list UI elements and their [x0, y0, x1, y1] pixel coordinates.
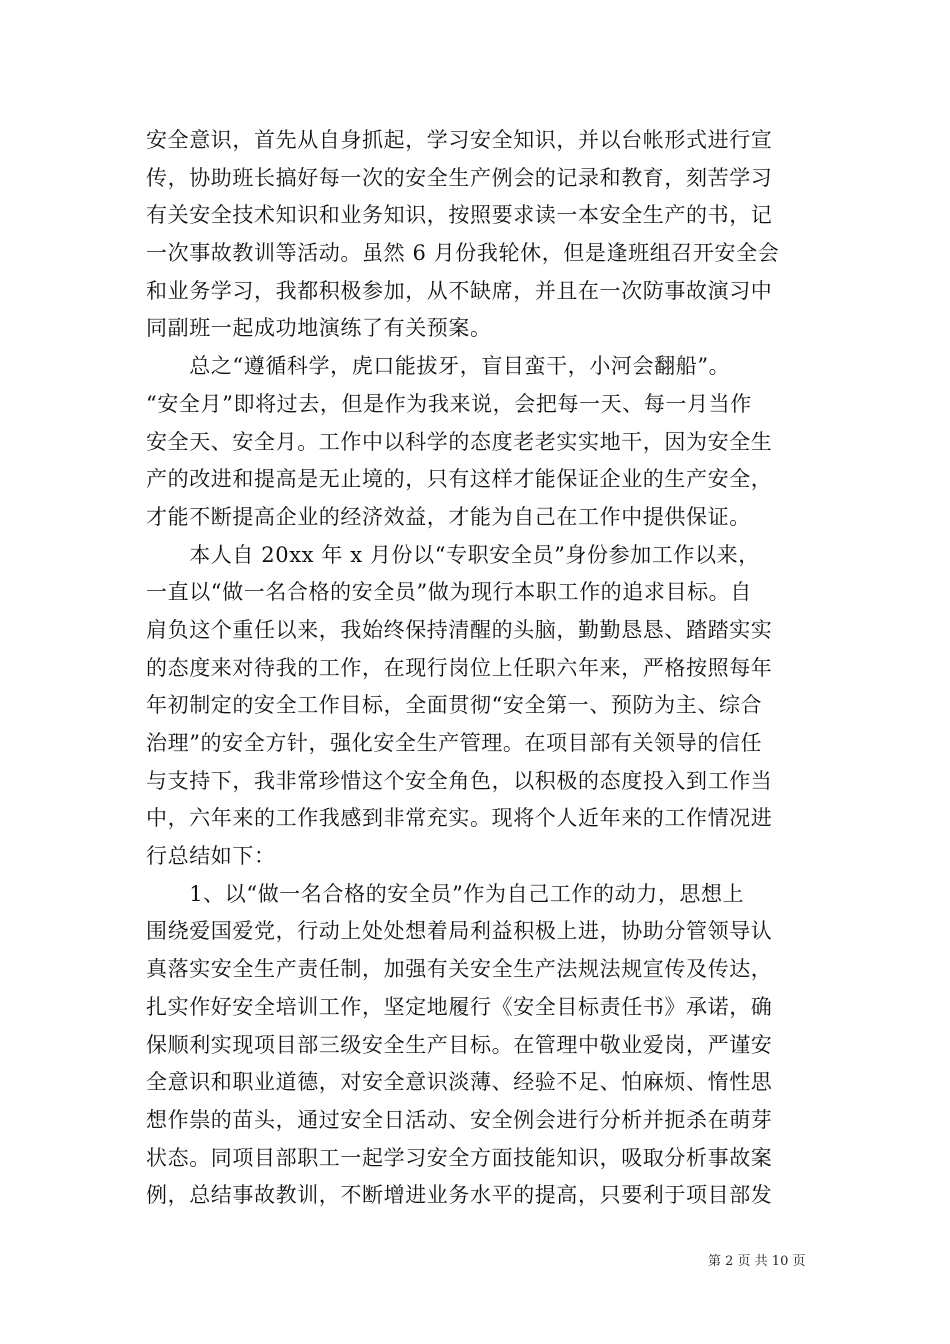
text-line: 一直以“做一名合格的安全员”做为现行本职工作的追求目标。自	[146, 580, 752, 605]
text-line: 想作祟的苗头，通过安全日活动、安全例会进行分析并扼杀在萌芽	[146, 1107, 773, 1132]
text-line: 的态度来对待我的工作，在现行岗位上任职六年来，严格按照每年	[146, 655, 773, 680]
text-line: 安全天、安全月。工作中以科学的态度老老实实地干，因为安全生	[146, 429, 773, 454]
text-line: 例，总结事故教训，不断增进业务水平的提高，只要利于项目部发	[146, 1183, 773, 1208]
text-line: 治理”的安全方针，强化安全生产管理。在项目部有关领导的信任	[146, 731, 763, 755]
text-line: 传，协助班长搞好每一次的安全生产例会的记录和教育，刻苦学习	[146, 165, 773, 190]
text-line: 与支持下，我非常珍惜这个安全角色，以积极的态度投入到工作当	[146, 768, 773, 793]
text-line: 同副班一起成功地演练了有关预案。	[146, 316, 492, 341]
text-line: 保顺利实现项目部三级安全生产目标。在管理中敬业爱岗，严谨安	[146, 1032, 773, 1057]
text-line: 全意识和职业道德，对安全意识淡薄、经验不足、怕麻烦、惰性思	[146, 1070, 773, 1095]
text-line: 才能不断提高企业的经济效益，才能为自己在工作中提供保证。	[146, 504, 751, 529]
text-line: 安全意识，首先从自身抓起，学习安全知识，并以台帐形式进行宣	[146, 128, 773, 152]
text-line: 和业务学习，我都积极参加，从不缺席，并且在一次防事故演习中	[146, 278, 773, 303]
text-line: 有关安全技术知识和业务知识，按照要求读一本安全生产的书，记	[146, 203, 773, 228]
text-line: 真落实安全生产责任制，加强有关安全生产法规法规宣传及传达，	[146, 957, 773, 982]
text-line: 扎实作好安全培训工作，坚定地履行《安全目标责任书》承诺，确	[146, 994, 773, 1019]
text-line: 1、以“做一名合格的安全员”作为自己工作的动力，思想上	[146, 881, 745, 906]
text-line: 总之“遵循科学，虎口能拔牙，盲目蛮干，小河会翻船”。	[146, 354, 731, 379]
text-line: 肩负这个重任以来，我始终保持清醒的头脑，勤勤恳恳、踏踏实实	[146, 617, 773, 642]
text-line: 围绕爱国爱党，行动上处处想着局利益积极上进，协助分管领导认	[146, 919, 773, 944]
page-number-footer: 第 2 页 共 10 页	[708, 1254, 806, 1269]
text-line: 年初制定的安全工作目标，全面贯彻“安全第一、预防为主、综合	[146, 693, 763, 718]
body-text	[146, 122, 806, 1215]
text-line: 本人自 20xx 年 x 月份以“专职安全员”身份参加工作以来，	[146, 542, 760, 567]
text-line: “安全月”即将过去，但是作为我来说，会把每一天、每一月当作	[146, 391, 752, 416]
text-line: 一次事故教训等活动。虽然 6 月份我轮休，但是逢班组召开安全会	[146, 241, 780, 266]
text-line: 中，六年来的工作我感到非常充实。现将个人近年来的工作情况进	[146, 806, 773, 831]
text-line: 状态。同项目部职工一起学习安全方面技能知识，吸取分析事故案	[146, 1145, 773, 1170]
text-line: 产的改进和提高是无止境的，只有这样才能保证企业的生产安全，	[146, 467, 773, 492]
text-line: 行总结如下：	[146, 844, 276, 869]
